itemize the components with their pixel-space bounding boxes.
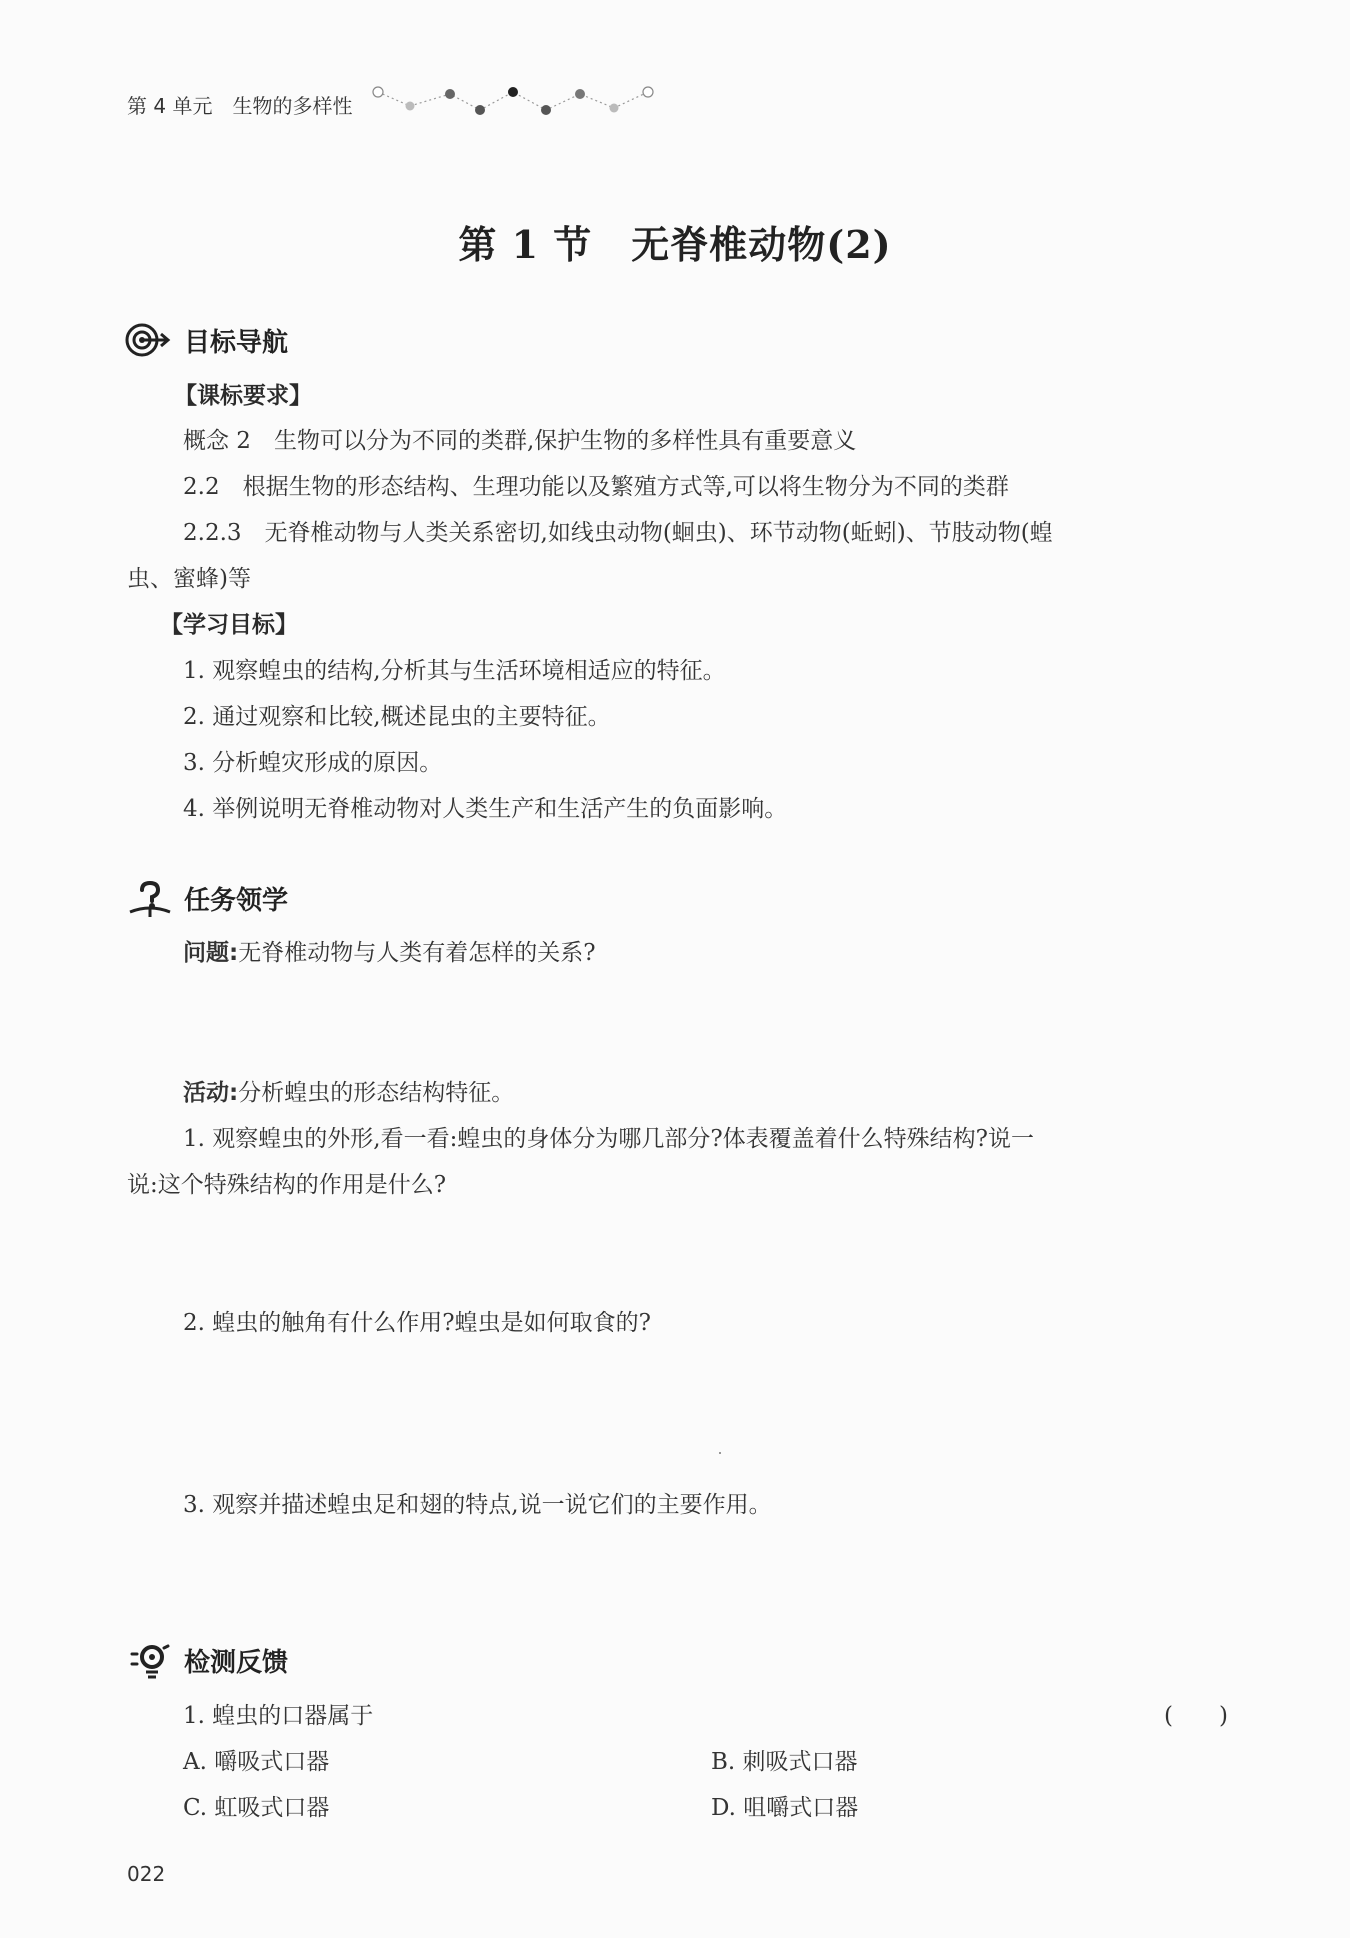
page-number: 022 [127, 1862, 166, 1886]
option-b: B. 刺吸式口器 [711, 1749, 858, 1775]
question-text: 无脊椎动物与人类有着怎样的关系? [238, 940, 596, 966]
task-item: 2. 蝗虫的触角有什么作用?蝗虫是如何取食的? [183, 1310, 651, 1336]
objective-item: 4. 举例说明无脊椎动物对人类生产和生活产生的负面影响。 [183, 796, 788, 822]
section-heading-goal-nav: 目标导航 [184, 328, 289, 358]
question-label: 问题: [183, 940, 239, 966]
option-d: D. 咀嚼式口器 [711, 1795, 859, 1821]
question-line [183, 934, 596, 967]
question-1: 1. 蝗虫的口器属于 [183, 1703, 374, 1729]
activity-label: 活动: [183, 1080, 239, 1106]
thinking-person-icon [128, 880, 172, 918]
section-heading-feedback: 检测反馈 [184, 1648, 289, 1678]
task-item: 1. 观察蝗虫的外形,看一看:蝗虫的身体分为哪几部分?体表覆盖着什么特殊结构?说一 [183, 1126, 1034, 1152]
option-c: C. 虹吸式口器 [183, 1795, 330, 1821]
curriculum-line: 2.2.3 无脊椎动物与人类关系密切,如线虫动物(蛔虫)、环节动物(蚯蚓)、节肢动物(蝗 [183, 520, 1053, 546]
curriculum-line: 概念 2 生物可以分为不同的类群,保护生物的多样性具有重要意义 [183, 428, 857, 454]
page-title: 第 1 节 无脊椎动物(2) [458, 222, 892, 267]
option-a: A. 嚼吸式口器 [183, 1749, 330, 1775]
objectives-heading: 【学习目标】 [160, 612, 298, 638]
dot-chain-decoration [370, 82, 660, 122]
activity-line [183, 1074, 514, 1107]
stray-dot [719, 1452, 721, 1454]
target-arrow-icon [125, 322, 173, 358]
task-item: 3. 观察并描述蝗虫足和翅的特点,说一说它们的主要作用。 [183, 1492, 772, 1518]
answer-blank[interactable]: ( ) [1164, 1703, 1228, 1729]
curriculum-heading: 【课标要求】 [174, 383, 312, 409]
curriculum-line: 2.2 根据生物的形态结构、生理功能以及繁殖方式等,可以将生物分为不同的类群 [183, 474, 1009, 500]
objective-item: 1. 观察蝗虫的结构,分析其与生活环境相适应的特征。 [183, 658, 726, 684]
objective-item: 3. 分析蝗灾形成的原因。 [183, 750, 443, 776]
activity-text: 分析蝗虫的形态结构特征。 [238, 1080, 515, 1106]
bulb-icon [128, 1640, 172, 1680]
section-heading-task: 任务领学 [184, 886, 289, 916]
unit-header: 第 4 单元 生物的多样性 [127, 94, 353, 118]
objective-item: 2. 通过观察和比较,概述昆虫的主要特征。 [183, 704, 611, 730]
task-item-continuation: 说:这个特殊结构的作用是什么? [127, 1172, 447, 1198]
curriculum-line: 虫、蜜蜂)等 [127, 566, 251, 592]
